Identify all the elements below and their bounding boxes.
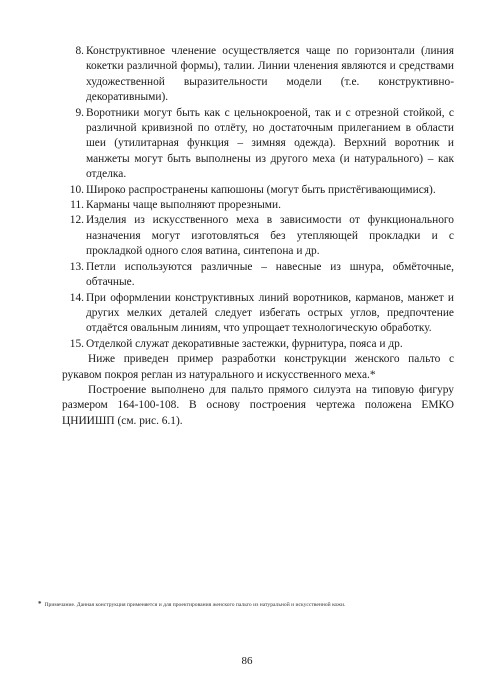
list-item — [62, 183, 454, 198]
list-item-number: 13. — [69, 260, 84, 273]
list-item-text: Карманы чаще выполняют прорезными. — [86, 199, 281, 212]
list-item — [62, 260, 454, 291]
list-item — [62, 291, 454, 337]
list-item-number: 14. — [69, 291, 84, 304]
list-item — [62, 198, 454, 213]
list-item-number: 15. — [69, 337, 84, 350]
list-item-text: Широко распространены капюшоны (могут быть пристёгивающимися). — [86, 183, 436, 196]
list-item — [62, 44, 454, 106]
list-item-text: Воротники могут быть как с цельнокроеной, так и с отрезной стойкой, с различной кривизной по отлёту, но достаточным прилеганием в области шеи (утилитарная функция – зимняя одежда). Верхний воротник и манжеты могут быть выполнены из другого меха (и натурального) – как отделка. — [86, 106, 454, 181]
list-item-text: Петли используются различные – навесные из шнура, обмёточные, обтачные. — [86, 260, 454, 289]
list-item — [62, 106, 454, 183]
footnote-text: Примечание. Данная конструкция применяется и для проектирования женского пальто из натуральной и искусственной кожи. — [44, 602, 346, 608]
footnote-mark: * — [38, 600, 42, 608]
list-item-number: 10. — [69, 183, 84, 196]
list-item — [62, 213, 454, 259]
list-item-number: 12. — [69, 214, 84, 227]
list-item-text: Изделия из искусственного меха в зависимости от функционального назначения могут изготовляться без утепляющей прокладки и с прокладкой одного слоя ватина, синтепона и др. — [86, 214, 454, 258]
list-item-text: Отделкой служат декоративные застежки, фурнитура, пояса и др. — [86, 337, 403, 350]
list-item-number: 9. — [75, 106, 84, 119]
paragraph: Ниже приведен пример разработки конструкции женского пальто с рукавом покроя реглан из натурального и искусственного меха.* — [62, 353, 454, 381]
list-item-number: 8. — [75, 45, 84, 57]
paragraph: Построение выполнено для пальто прямого силуэта на типовую фигуру размером 164-100-108. В основу построения чертежа положена ЕМКО ЦНИИШП (см. рис. 6.1). — [62, 383, 454, 427]
main-text — [62, 44, 454, 429]
list-item-number: 11. — [70, 199, 84, 212]
page-number: 86 — [241, 655, 253, 667]
list-item — [62, 337, 454, 352]
list-item-text: При оформлении конструктивных линий воротников, карманов, манжет и других мелких деталей следует избегать острых углов, предпочтение отдаётся овальным линиям, что упрощает технологическую обработку. — [86, 291, 454, 335]
footnote — [38, 600, 458, 610]
list-item-text: Конструктивное членение осуществляется чаще по горизонтали (линия кокетки различной формы), талии. Линии членения являются и средствами художественной выразительности модели (т.е. конструктивно-декоративными). — [86, 45, 454, 104]
